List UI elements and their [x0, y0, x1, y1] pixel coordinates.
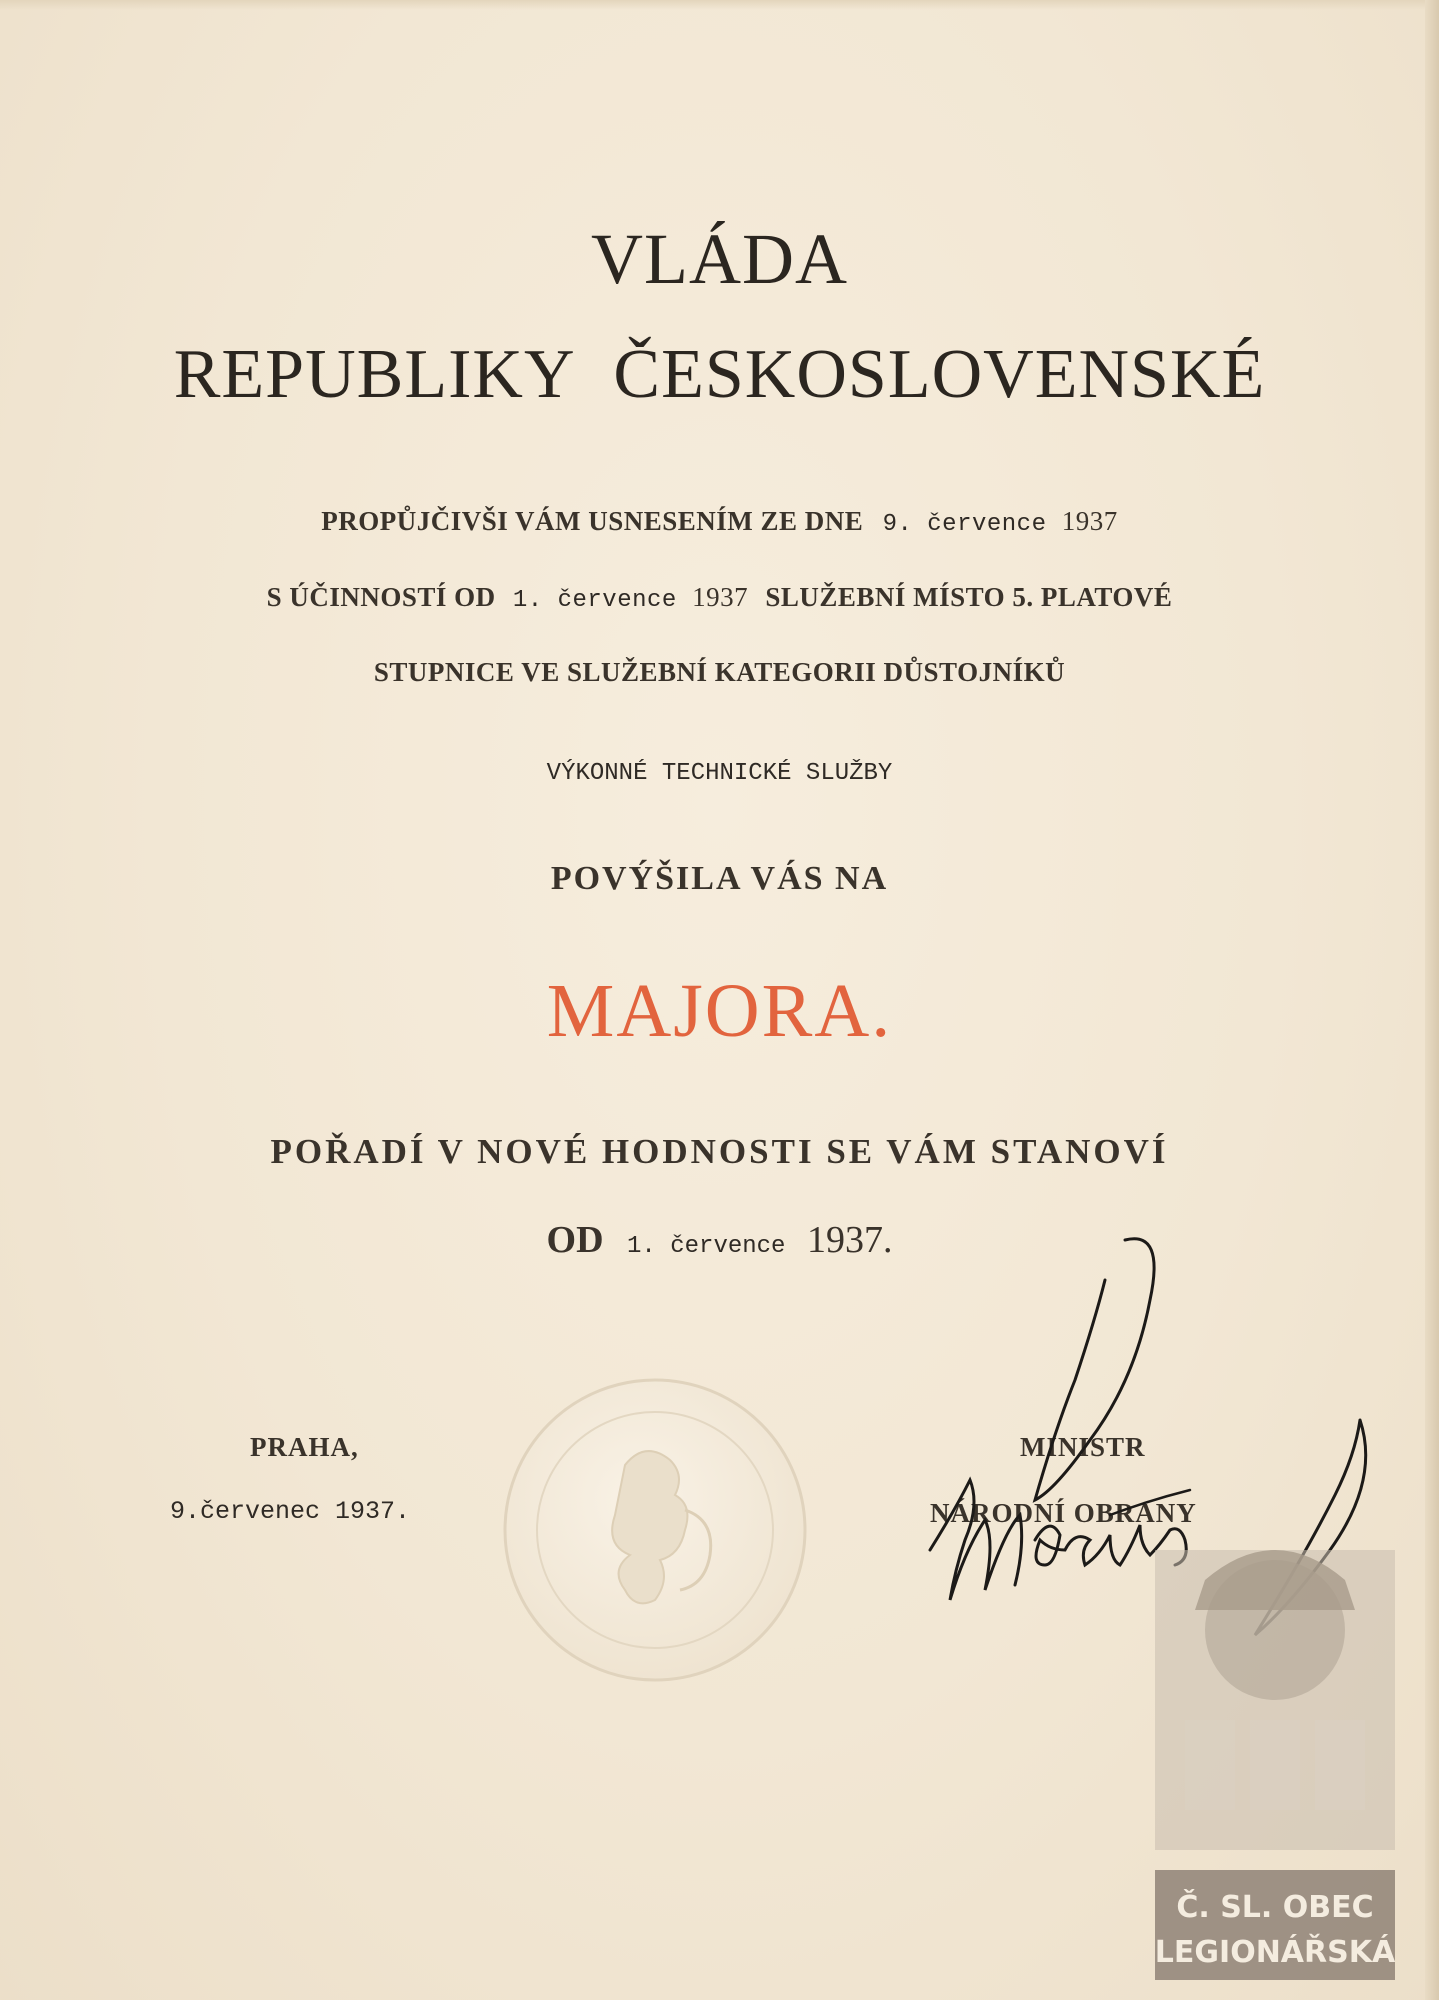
decree-line-2-text-b: SLUŽEBNÍ MÍSTO 5. PLATOVÉ — [765, 582, 1173, 612]
watermark-logo — [1125, 1490, 1425, 1990]
order-from-label: OD — [546, 1219, 604, 1261]
decree-line-2-year: 1937 — [692, 582, 749, 612]
place-date: 9.červenec 1937. — [170, 1497, 411, 1526]
place-city: PRAHA, — [250, 1432, 359, 1462]
decree-line-1 — [0, 506, 1439, 538]
title-line-1: VLÁDA — [591, 219, 848, 299]
order-from-year: 1937. — [806, 1219, 893, 1261]
decree-line-2 — [0, 582, 1439, 614]
watermark-line-2: LEGIONÁŘSKÁ — [1154, 1935, 1396, 1970]
decree-line-2-text: S ÚČINNOSTÍ OD — [266, 582, 496, 612]
decree-line-2-date: 1. července — [512, 587, 677, 614]
paper-edge-top — [0, 0, 1439, 10]
minister-line-2: NÁRODNÍ OBRANY — [930, 1498, 1197, 1528]
order-line-1: POŘADÍ V NOVÉ HODNOSTI SE VÁM STANOVÍ — [270, 1132, 1169, 1171]
order-from-date: 1. července — [627, 1233, 786, 1260]
rank-title: MAJORA. — [546, 969, 893, 1053]
minister-line-1: MINISTR — [1020, 1432, 1146, 1462]
title-line-2: REPUBLIKY ČESKOSLOVENSKÉ — [173, 336, 1266, 413]
watermark-line-1: Č. SL. OBEC — [1176, 1890, 1374, 1925]
decree-line-1-text: PROPŮJČIVŠI VÁM USNESENÍM ZE DNE — [321, 506, 864, 536]
decree-line-3: STUPNICE VE SLUŽEBNÍ KATEGORII DŮSTOJNÍKŮ — [373, 657, 1066, 687]
decree-line-1-year: 1937 — [1061, 506, 1118, 536]
service-name: VÝKONNÉ TECHNICKÉ SLUŽBY — [546, 760, 893, 787]
embossed-seal — [495, 1370, 815, 1690]
promoted-line: POVÝŠILA VÁS NA — [550, 860, 889, 897]
decree-line-1-date: 9. července — [882, 511, 1047, 538]
